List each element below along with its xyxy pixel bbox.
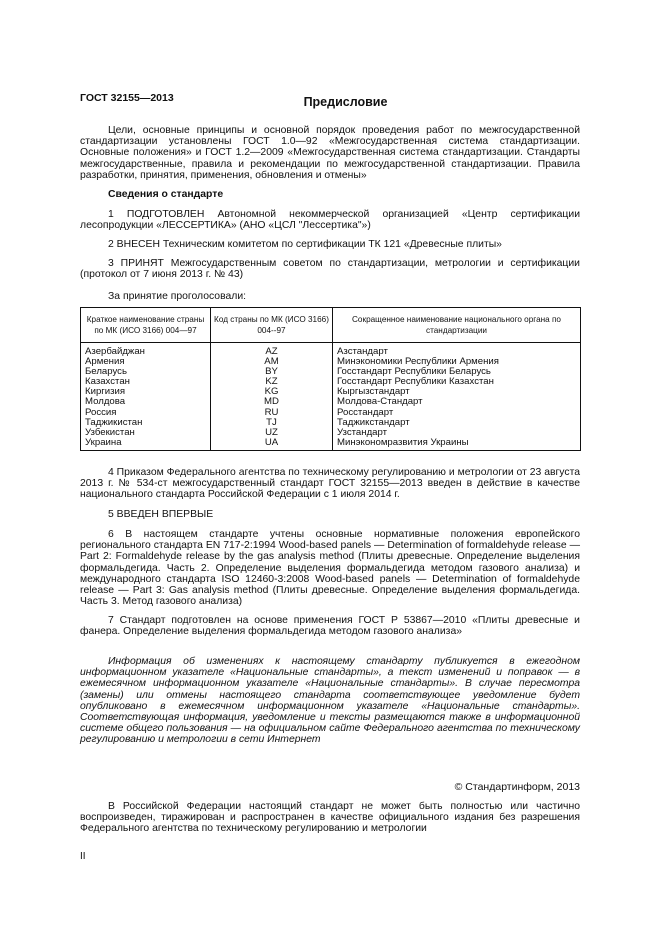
cell-country: Узбекистан (81, 428, 211, 438)
table-row (81, 408, 581, 418)
item-2: 2 ВНЕСЕН Техническим комитетом по сертификации ТК 121 «Древесные плиты» (108, 239, 502, 250)
cell-code: UZ (211, 428, 333, 438)
cell-country: Молдова (81, 397, 211, 407)
cell-body: Узстандарт (333, 428, 581, 438)
cell-body: Молдова-Стандарт (333, 397, 581, 407)
table-row (81, 397, 581, 407)
table-row (81, 418, 581, 428)
page-title: Предисловие (303, 95, 388, 109)
cell-code: TJ (211, 418, 333, 428)
cell-country: Беларусь (81, 367, 211, 377)
item-6: 6 В настоящем стандарте учтены основные нормативные положения европейского регионального стандарта EN 717-2:1994 Wood-based panels — Determination of formaldehyde release — Part 2: Formaldehyde release by the gas analysis method (Плиты древесные. Определение выделения формальдегида. Часть 2. Определение выделения формальдегида методом газового анализа) и международного стандарта ISO 12460-3:2008 Wood-based panels — Determination of formaldehyde release — Part 3: Gas analysis method (Плиты древесные. Определение выделения формальдегида. Часть 3. Метод газового анализа) (80, 529, 580, 608)
cell-body: Кыргызстандарт (333, 387, 581, 397)
table-body (81, 343, 581, 451)
table-row (81, 357, 581, 367)
cell-body: Госстандарт Республики Казахстан (333, 377, 581, 387)
cell-country: Казахстан (81, 377, 211, 387)
column-header-body: Сокращенное наименование национального органа по стандартизации (333, 308, 581, 343)
item-1: 1 ПОДГОТОВЛЕН Автономной некоммерческой организацией «Центр сертификации лесопродукции «ЛЕССЕРТИКА» (АНО «ЦСЛ "Лессертика"») (80, 209, 580, 232)
cell-country: Россия (81, 408, 211, 418)
table-row (81, 387, 581, 397)
document-id: ГОСТ 32155—2013 (80, 92, 174, 104)
table-row (81, 428, 581, 438)
cell-code: AM (211, 357, 333, 367)
cell-code: KG (211, 387, 333, 397)
cell-body: Азстандарт (333, 343, 581, 358)
cell-country: Киргизия (81, 387, 211, 397)
section-title: Сведения о стандарте (108, 189, 224, 200)
cell-code: MD (211, 397, 333, 407)
column-header-code: Код страны по МК (ИСО 3166) 004--97 (211, 308, 333, 343)
table-header-row (81, 308, 581, 343)
table-row (81, 438, 581, 451)
item-5: 5 ВВЕДЕН ВПЕРВЫЕ (108, 509, 214, 520)
cell-code: KZ (211, 377, 333, 387)
table-row (81, 343, 581, 358)
cell-code: UA (211, 438, 333, 451)
page-number: II (80, 851, 86, 862)
cell-country: Азербайджан (81, 343, 211, 358)
cell-code: AZ (211, 343, 333, 358)
cell-body: Минэкономики Республики Армения (333, 357, 581, 367)
cell-country: Армения (81, 357, 211, 367)
cell-code: RU (211, 408, 333, 418)
cell-body: Госстандарт Республики Беларусь (333, 367, 581, 377)
rights-notice: В Российской Федерации настоящий стандарт не может быть полностью или частично воспроизведен, тиражирован и распространен в качестве официального издания без разрешения Федерального агентства по техническому регулированию и метрологии (80, 801, 580, 835)
vote-label: За принятие проголосовали: (108, 291, 247, 302)
intro-paragraph: Цели, основные принципы и основной порядок проведения работ по межгосударственной стандартизации установлены ГОСТ 1.0—92 «Межгосударственная система стандартизации. Основные положения» и ГОСТ 1.2—2009 «Межгосударственная система стандартизации. Стандарты межгосударственные, правила и рекомендации по межгосударственной стандартизации. Правила разработки, принятия, применения, обновления и отмены» (80, 125, 580, 181)
cell-country: Таджикистан (81, 418, 211, 428)
table-row (81, 377, 581, 387)
item-4: 4 Приказом Федерального агентства по техническому регулированию и метрологии от 23 августа 2013 г. № 534-ст межгосударственный стандарт ГОСТ 32155—2013 введен в действие в качестве национального стандарта Российской Федерации с 1 июля 2014 г. (80, 467, 580, 501)
column-header-country: Краткое наименование страны по МК (ИСО 3166) 004—97 (81, 308, 211, 343)
cell-body: Росстандарт (333, 408, 581, 418)
copyright: © Стандартинформ, 2013 (454, 781, 580, 793)
cell-body: Минэкономразвития Украины (333, 438, 581, 451)
cell-body: Таджикстандарт (333, 418, 581, 428)
cell-country: Украина (81, 438, 211, 451)
item-3: 3 ПРИНЯТ Межгосударственным советом по стандартизации, метрологии и сертификации (протокол от 7 июня 2013 г. № 43) (80, 258, 580, 281)
voting-table (80, 307, 581, 451)
cell-code: BY (211, 367, 333, 377)
amendments-notice: Информация об изменениях к настоящему стандарту публикуется в ежегодном информационном указателе «Национальные стандарты», а текст изменений и поправок — в ежемесячном информационном указателе «Национальные стандарты». В случае пересмотра (замены) или отмены настоящего стандарта соответствующее уведомление будет опубликовано в ежемесячном информационном указателе «Национальные стандарты». Соответствующая информация, уведомление и тексты размещаются также в информационной системе общего пользования — на официальном сайте Федерального агентства по техническому регулированию и метрологии в сети Интернет (80, 656, 580, 746)
table-row (81, 367, 581, 377)
item-7: 7 Стандарт подготовлен на основе применения ГОСТ Р 53867—2010 «Плиты древесные и фанера. Определение выделения формальдегида методом газового анализа» (80, 615, 580, 638)
